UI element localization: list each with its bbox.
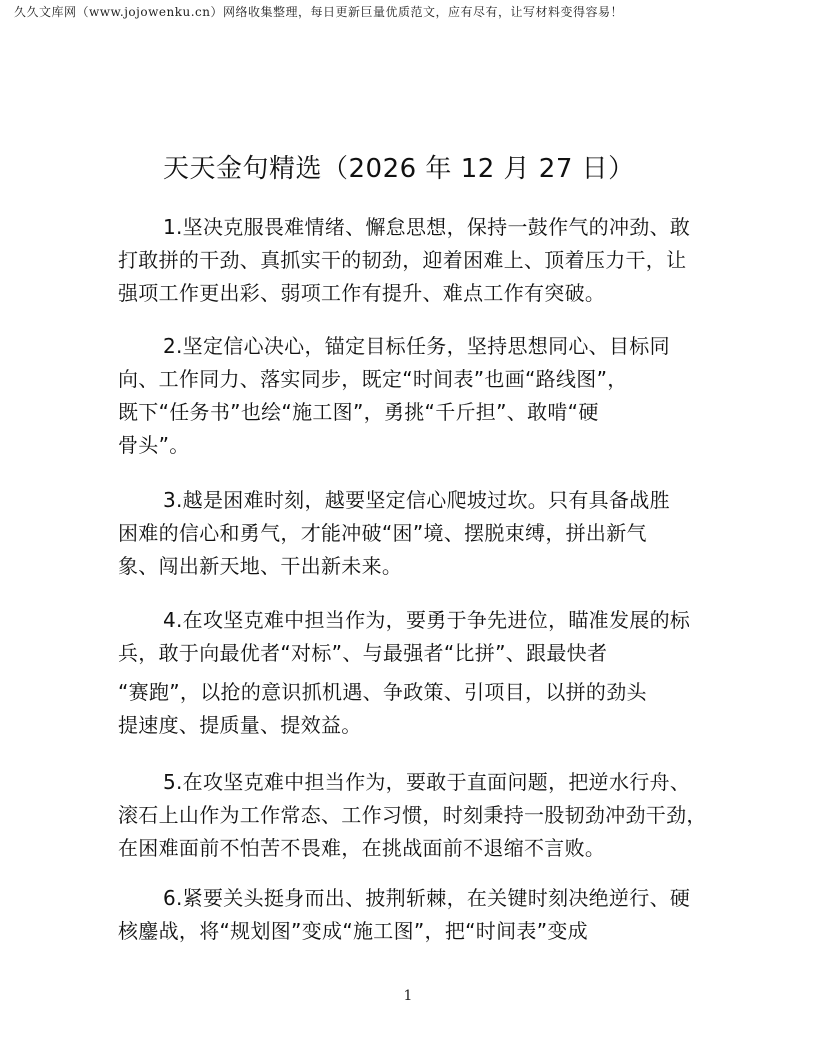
page-number: 1 [403, 988, 413, 1004]
paragraph-line: 2.坚定信心决心，锚定目标任务，坚持思想同心、目标同 [163, 334, 670, 358]
paragraph-line: 滚石上山作为工作常态、工作习惯，时刻秉持一股韧劲冲劲干劲， [118, 803, 707, 827]
paragraph-line: 兵，敢于向最优者“对标”、与最强者“比拼”、跟最快者 [118, 641, 608, 665]
paragraph-line: 打敢拼的干劲、真抓实干的韧劲，迎着困难上、顶着压力干，让 [118, 248, 687, 272]
header-note: 久久文库网（www.jojowenku.cn）网络收集整理，每日更新巨量优质范文，应有尽有，让写材料变得容易！ [14, 5, 623, 19]
paragraph-line: 6.紧要关头挺身而出、披荆斩棘，在关键时刻决绝逆行、硬 [163, 886, 691, 910]
paragraph-4 [118, 604, 738, 742]
paragraph-line: 象、闯出新天地、干出新未来。 [118, 554, 403, 578]
paragraph-line: 向、工作同力、落实同步，既定“时间表”也画“路线图”， [118, 367, 628, 391]
paragraph-line: 在困难面前不怕苦不畏难，在挑战面前不退缩不言败。 [118, 836, 606, 860]
paragraph-line: 困难的信心和勇气，才能冲破“困”境、摆脱束缚，拼出新气 [118, 521, 647, 545]
paragraph-line: 3.越是困难时刻，越要坚定信心爬坡过坎。只有具备战胜 [163, 488, 670, 512]
paragraph-line: “赛跑”，以抢的意识抓机遇、争政策、引项目，以拼的劲头 [118, 680, 647, 704]
paragraph-3 [118, 484, 738, 583]
paragraph-1 [118, 211, 738, 310]
paragraph-line: 4.在攻坚克难中担当作为，要勇于争先进位，瞄准发展的标 [163, 608, 691, 632]
paragraph-6 [118, 882, 738, 948]
paragraph-5 [118, 766, 738, 865]
paragraph-line: 强项工作更出彩、弱项工作有提升、难点工作有突破。 [118, 281, 606, 305]
paragraph-line: 5.在攻坚克难中担当作为，要敢于直面问题，把逆水行舟、 [163, 770, 691, 794]
paragraph-line: 既下“任务书”也绘“施工图”，勇挑“千斤担”、敢啃“硬 [118, 400, 599, 424]
paragraph-line: 骨头”。 [118, 433, 190, 457]
paragraph-line: 提速度、提质量、提效益。 [118, 713, 362, 737]
document-title: 天天金句精选（2026 年 12 月 27 日） [163, 154, 635, 184]
paragraph-2 [118, 330, 738, 462]
paragraph-line: 核鏖战，将“规划图”变成“施工图”，把“时间表”变成 [118, 919, 588, 943]
paragraph-line: 1.坚决克服畏难情绪、懈怠思想，保持一鼓作气的冲劲、敢 [163, 215, 691, 239]
